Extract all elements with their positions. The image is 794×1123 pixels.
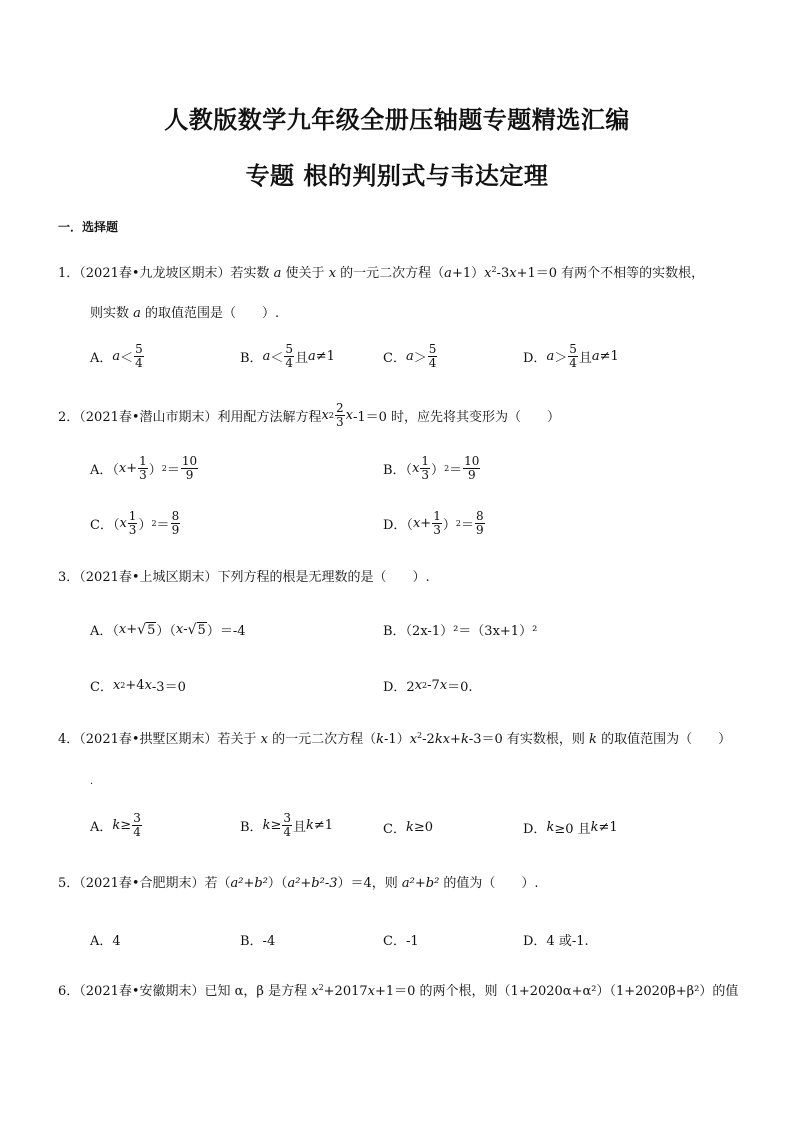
question-6-stem: 6．（2021春•安徽期末）已知 α，β 是方程 $x^2+2017x+1=0$ 的两个根，则（1+2020α+α²）（1+2020β+β²）的值 xyxy=(58,983,739,999)
document-subtitle: 专题 根的判别式与韦达定理 xyxy=(245,162,549,190)
question-3-option-a: A．（ x + √ 5 ）（ x - √ 5 ）＝-4 xyxy=(90,621,246,639)
question-4-option-d: D． k ≥0 且 k ≠1 xyxy=(523,820,618,837)
question-1-option-c: C． a ＞ $\frac{5}{4}$ xyxy=(383,342,437,370)
question-2-option-d: D．（ x + $\frac{1}{3}$ ） 2 ＝ $\frac{8}{9}$ xyxy=(383,509,484,537)
question-1-option-d: D． a ＞ $\frac{5}{4}$ 且 a ≠1 xyxy=(523,342,619,370)
question-4-option-c: C． k ≥0 xyxy=(383,820,434,837)
question-3-option-b: B．（2x-1）²＝（3x+1）² xyxy=(383,624,538,639)
question-1-line-2: 则实数 a 的取值范围是（ ）. xyxy=(90,306,280,321)
sqrt-sign: √ 5 xyxy=(187,621,206,638)
question-4-stem: 4．（2021春•拱墅区期末）若关于 x 的一元二次方程$(k-1)x^2-2kx+k-3=0$ 有实数根，则 k 的取值范围为（ ） xyxy=(58,731,732,747)
question-5-option-d: D．4 或-1. xyxy=(523,934,589,949)
question-4-dot: . xyxy=(90,776,94,787)
document-title: 人教版数学九年级全册压轴题专题精选汇编 xyxy=(164,106,630,134)
section-heading: 一．选择题 xyxy=(58,220,119,234)
question-5-option-a: A．4 xyxy=(90,934,121,949)
question-3-option-c: C． x 2 +4 x -3＝0 xyxy=(90,678,186,695)
question-1-line-1: 1．（2021春•九龙坡区期末）若实数 a 使关于 x 的一元二次方程$(a+1)x^2-3x+1=0$ 有两个不相等的实数根， xyxy=(58,265,705,281)
question-4-option-a: A． k ≥ $\frac{3}{4}$ xyxy=(90,811,141,839)
question-4-option-b: B． k ≥ $\frac{3}{4}$ 且 k ≠1 xyxy=(240,811,334,839)
question-1-option-a: A． a ＜ $\frac{5}{4}$ xyxy=(90,342,143,370)
question-3-option-d: D．2 x 2 -7 x ＝0. xyxy=(383,678,473,695)
question-2-option-b: B．（ x $\frac{1}{3}$ ） 2 ＝ $\frac{10}{9}$ xyxy=(383,454,480,482)
question-2-option-a: A．（ x + $\frac{1}{3}$ ） 2 ＝ $\frac{10}{9}$ xyxy=(90,454,198,482)
question-1-option-b: B． a ＜ $\frac{5}{4}$ 且 a ≠1 xyxy=(240,342,335,370)
question-2-stem: 2．（2021春•潜山市期末）利用配方法解方程 x 2 $\frac{2}{3}$ x -1＝0 时，应先将其变形为（ ） xyxy=(58,401,561,429)
sqrt-sign: √ 5 xyxy=(137,621,156,638)
question-5-option-b: B．-4 xyxy=(240,934,276,949)
question-5-option-c: C．-1 xyxy=(383,934,419,949)
question-2-option-c: C．（ x $\frac{1}{3}$ ） 2 ＝ $\frac{8}{9}$ xyxy=(90,509,180,537)
question-5-stem: 5．（2021春•合肥期末）若（a²+b²）（a²+b²-3）＝4，则 a²+b² 的值为（ ）. xyxy=(58,876,539,891)
question-3-stem: 3．（2021春•上城区期末）下列方程的根是无理数的是（ ）. xyxy=(58,570,430,585)
